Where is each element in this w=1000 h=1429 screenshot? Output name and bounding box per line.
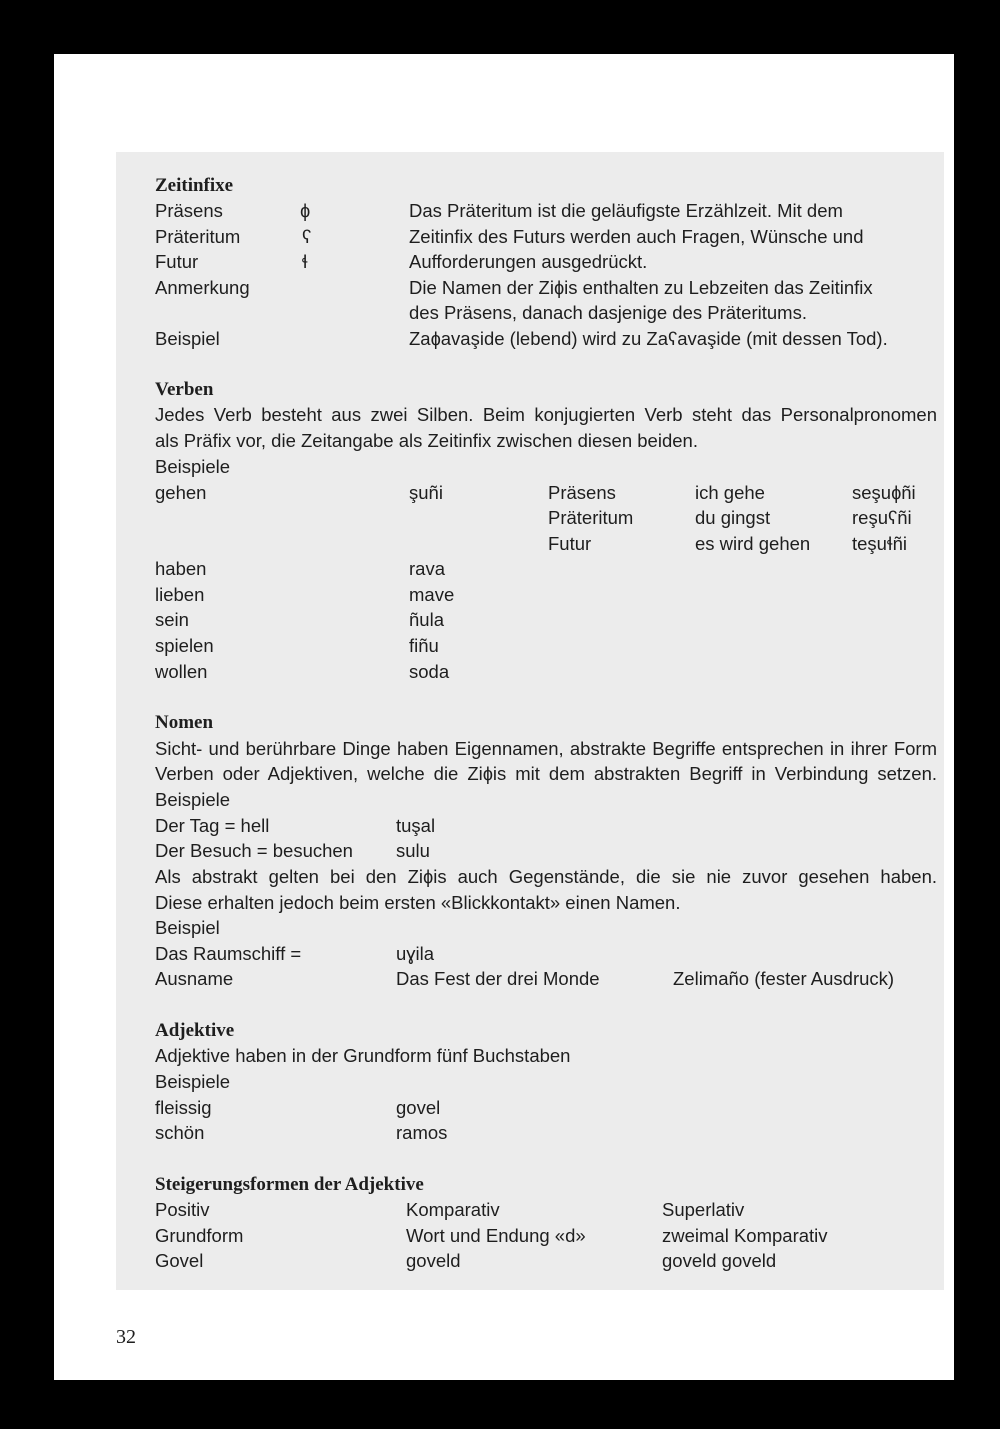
nomen-example-label: Beispiel: [155, 917, 220, 938]
zeitinfixe-label: Beispiel: [155, 328, 220, 349]
conj-tense: Präsens: [548, 482, 616, 503]
nomen-example-german: Der Besuch = besuchen: [155, 840, 353, 861]
zeitinfixe-heading: Zeitinfixe: [155, 175, 234, 196]
nomen-intro-line: Verben oder Adjektiven, welche die Ziɸis mit dem abstrakten Begriff in Verbindung setzen.: [155, 763, 937, 784]
steigerung-cell: Superlativ: [662, 1199, 745, 1220]
conj-tense: Futur: [548, 533, 592, 554]
adjektiv-german: fleissig: [155, 1097, 212, 1118]
adjektive-heading: Adjektive: [155, 1020, 235, 1041]
ausname-label: Ausname: [155, 968, 234, 989]
vocab-german: haben: [155, 558, 207, 579]
ausname-phrase: Das Fest der drei Monde: [396, 968, 600, 989]
steigerung-cell: Wort und Endung «d»: [406, 1225, 586, 1246]
zeitinfixe-symbol: ɬ: [302, 251, 308, 272]
steigerung-cell: Komparativ: [406, 1199, 500, 1220]
adjektiv-german: schön: [155, 1122, 205, 1143]
vocab-german: lieben: [155, 584, 205, 605]
zeitinfixe-label: Präsens: [155, 200, 223, 221]
zeitinfixe-text-line: Die Namen der Ziɸis enthalten zu Lebzeiten das Zeitinfix: [409, 277, 873, 298]
zeitinfixe-symbol: ɸ: [300, 200, 311, 221]
verb-german: gehen: [155, 482, 207, 503]
conj-meaning: es wird gehen: [695, 533, 811, 554]
vocab-german: spielen: [155, 635, 214, 656]
zeitinfixe-text-line: des Präsens, danach dasjenige des Präteritums.: [409, 302, 807, 323]
nomen-intro-line: Sicht- und berührbare Dinge haben Eigennamen, abstrakte Begriffe entsprechen in ihrer Form: [155, 738, 937, 759]
conj-meaning: ich gehe: [695, 482, 765, 503]
conj-meaning: du gingst: [695, 507, 771, 528]
conj-form: reşuʕñi: [852, 507, 912, 528]
nomen-heading: Nomen: [155, 712, 214, 733]
verb-zi: şuñi: [409, 482, 443, 503]
steigerung-cell: goveld goveld: [662, 1250, 777, 1271]
steigerung-cell: goveld: [406, 1250, 461, 1271]
adjektive-intro: Adjektive haben in der Grundform fünf Buchstaben: [155, 1045, 571, 1066]
zeitinfixe-symbol: ʕ: [302, 226, 312, 247]
ausname-translation: Zelimaño (fester Ausdruck): [673, 968, 895, 989]
zeitinfixe-text-line: Zaɸavaşide (lebend) wird zu Zaʕavaşide (mit dessen Tod).: [409, 328, 888, 349]
zeitinfixe-text-line: Zeitinfix des Futurs werden auch Fragen, Wünsche und: [409, 226, 864, 247]
nomen-abstract-line: Als abstrakt gelten bei den Ziɸis auch Gegenstände, die sie nie zuvor gesehen haben.: [155, 866, 937, 887]
zeitinfixe-text-line: Aufforderungen ausgedrückt.: [409, 251, 648, 272]
vocab-german: sein: [155, 609, 189, 630]
nomen-example-german: Der Tag = hell: [155, 815, 270, 836]
steigerung-cell: Positiv: [155, 1199, 210, 1220]
vocab-german: wollen: [155, 661, 208, 682]
vocab-zi: fiñu: [409, 635, 439, 656]
zeitinfixe-text-line: Das Präteritum ist die geläufigste Erzählzeit. Mit dem: [409, 200, 843, 221]
steigerung-cell: Grundform: [155, 1225, 244, 1246]
verben-heading: Verben: [155, 379, 214, 400]
vocab-zi: mave: [409, 584, 455, 605]
verben-intro-line: als Präfix vor, die Zeitangabe als Zeitinfix zwischen diesen beiden.: [155, 430, 698, 451]
verben-examples-label: Beispiele: [155, 456, 231, 477]
zeitinfixe-label: Anmerkung: [155, 277, 250, 298]
vocab-zi: ñula: [409, 609, 444, 630]
adjektiv-zi: ramos: [396, 1122, 448, 1143]
zeitinfixe-label: Futur: [155, 251, 199, 272]
vocab-zi: soda: [409, 661, 450, 682]
vocab-zi: rava: [409, 558, 445, 579]
conj-form: seşuɸñi: [852, 482, 916, 503]
adjektiv-zi: govel: [396, 1097, 441, 1118]
verben-intro-line: Jedes Verb besteht aus zwei Silben. Beim konjugierten Verb steht das Personalpronomen: [155, 404, 937, 425]
adjektive-examples-label: Beispiele: [155, 1071, 231, 1092]
spaceship-zi: uɣila: [396, 943, 435, 964]
nomen-example-zi: sulu: [396, 840, 430, 861]
nomen-example-zi: tuşal: [396, 815, 436, 836]
conj-form: teşuɬñi: [852, 533, 907, 554]
steigerung-heading: Steigerungsformen der Adjektive: [155, 1174, 424, 1195]
zeitinfixe-label: Präteritum: [155, 226, 241, 247]
nomen-abstract-line: Diese erhalten jedoch beim ersten «Blickkontakt» einen Namen.: [155, 892, 681, 913]
spaceship-german: Das Raumschiff =: [155, 943, 302, 964]
steigerung-cell: Govel: [155, 1250, 204, 1271]
nomen-examples-label: Beispiele: [155, 789, 231, 810]
conj-tense: Präteritum: [548, 507, 634, 528]
page-number: 32: [116, 1326, 136, 1348]
steigerung-cell: zweimal Komparativ: [662, 1225, 828, 1246]
